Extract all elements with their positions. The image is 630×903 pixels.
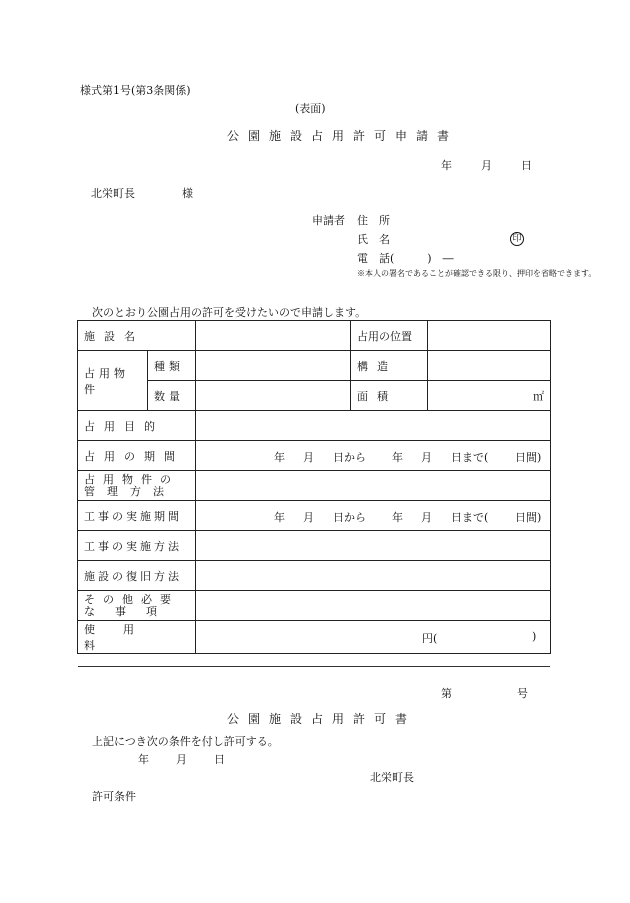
quantity-label: 数量 bbox=[148, 381, 196, 411]
area-value[interactable] bbox=[428, 381, 551, 411]
name-label: 氏 名 bbox=[357, 233, 390, 246]
management-label: 占用物件の 管理方法 bbox=[78, 471, 196, 501]
period-value[interactable]: 年 月 日から 年 月 日まで( 日間) bbox=[196, 441, 551, 471]
work-period-value[interactable]: 年 月 日から 年 月 日まで( 日間) bbox=[196, 501, 551, 531]
form-side: (表面) bbox=[295, 102, 326, 115]
structure-label: 構造 bbox=[351, 351, 428, 381]
month-label: 月 bbox=[481, 159, 492, 172]
fee-close: ) bbox=[532, 630, 537, 643]
table-row bbox=[78, 321, 551, 351]
seal-icon: 印 bbox=[510, 232, 524, 246]
other-matters-label: その他必要 な事項 bbox=[78, 591, 196, 621]
permit-number: 第 号 bbox=[441, 687, 528, 700]
facility-name-value[interactable] bbox=[196, 321, 351, 351]
table-row bbox=[78, 501, 551, 531]
permit-body: 上記につき次の条件を付し許可する。 bbox=[92, 735, 279, 748]
phone-label: 電 話( ) ― bbox=[357, 252, 454, 265]
permit-date: 年 月 日 bbox=[138, 753, 225, 766]
applicant-label: 申請者 bbox=[312, 214, 345, 227]
quantity-value[interactable] bbox=[196, 381, 351, 411]
yen-label: 円( bbox=[422, 632, 438, 645]
facility-name-label: 施設名 bbox=[78, 321, 196, 351]
address-label: 住 所 bbox=[357, 214, 390, 227]
work-method-value[interactable] bbox=[196, 531, 551, 561]
work-period-label: 工事の実施期間 bbox=[78, 501, 196, 531]
application-date bbox=[441, 157, 532, 173]
table-row bbox=[78, 471, 551, 501]
table-row bbox=[78, 351, 551, 381]
purpose-value[interactable] bbox=[196, 411, 551, 441]
occupation-position-value[interactable] bbox=[428, 321, 551, 351]
table-row bbox=[78, 591, 551, 621]
area-unit: ㎡ bbox=[533, 389, 544, 403]
type-label: 種類 bbox=[148, 351, 196, 381]
management-value[interactable] bbox=[196, 471, 551, 501]
fee-value[interactable] bbox=[196, 621, 551, 654]
permit-issuer: 北栄町長 bbox=[370, 771, 414, 784]
table-row bbox=[78, 441, 551, 471]
seal-mark bbox=[510, 231, 524, 246]
seal-note: ※本人の署名であることが確認できる限り、押印を省略できます。 bbox=[357, 269, 597, 278]
table-row bbox=[78, 621, 551, 654]
year-label: 年 bbox=[441, 159, 452, 172]
purpose-label: 占用目的 bbox=[78, 411, 196, 441]
table-row bbox=[78, 531, 551, 561]
area-label: 面積 bbox=[351, 381, 428, 411]
honorific: 様 bbox=[182, 187, 193, 200]
structure-value[interactable] bbox=[428, 351, 551, 381]
form-number: 様式第1号(第3条関係) bbox=[80, 84, 191, 97]
restoration-label: 施設の復旧方法 bbox=[78, 561, 196, 591]
intro-text: 次のとおり公園占用の許可を受けたいので申請します。 bbox=[92, 306, 367, 319]
day-label: 日 bbox=[521, 159, 532, 172]
permit-conditions: 許可条件 bbox=[92, 790, 136, 803]
table-row bbox=[78, 411, 551, 441]
occupation-position-label: 占用の位置 bbox=[351, 321, 428, 351]
work-method-label: 工事の実施方法 bbox=[78, 531, 196, 561]
period-label: 占用の期間 bbox=[78, 441, 196, 471]
permit-title: 公園施設占用許可書 bbox=[227, 712, 417, 726]
table-row bbox=[78, 561, 551, 591]
table-row bbox=[78, 381, 551, 411]
section-divider bbox=[78, 666, 550, 667]
addressee: 北栄町長 bbox=[91, 187, 135, 200]
occupied-object-label: 占用物件 bbox=[78, 351, 148, 411]
page-title: 公園施設占用許可申請書 bbox=[227, 129, 459, 143]
type-value[interactable] bbox=[196, 351, 351, 381]
restoration-value[interactable] bbox=[196, 561, 551, 591]
fee-label: 使用料 bbox=[78, 621, 196, 654]
application-table bbox=[77, 320, 551, 654]
other-matters-value[interactable] bbox=[196, 591, 551, 621]
